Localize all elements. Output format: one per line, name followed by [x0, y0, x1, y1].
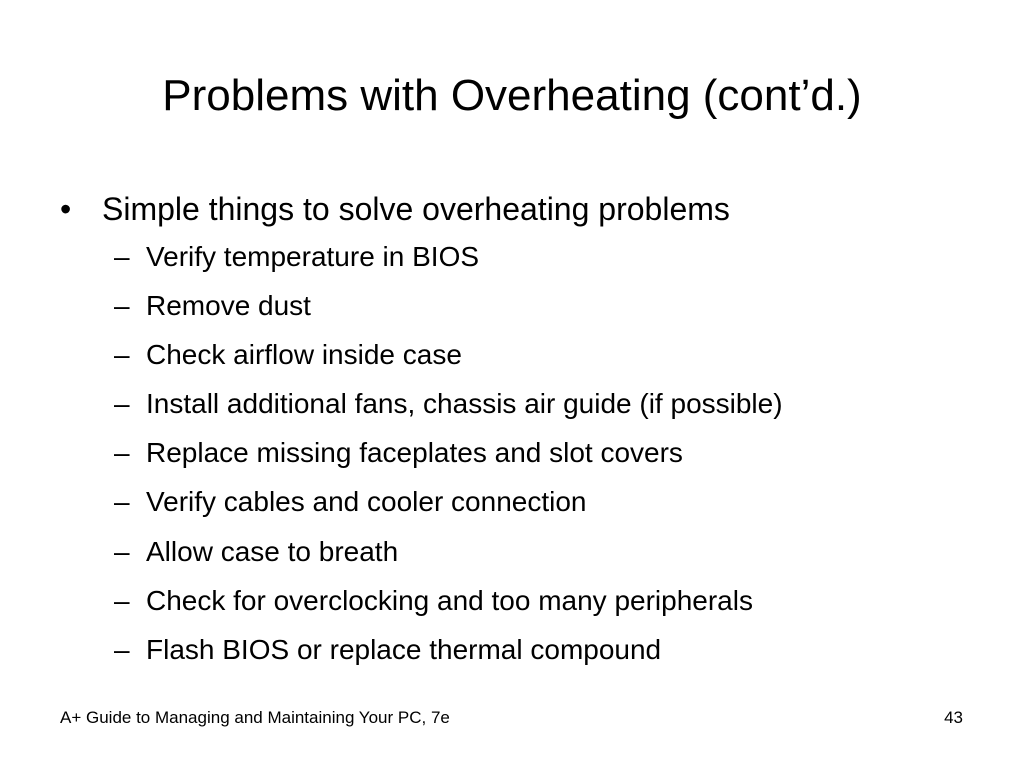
sub-bullet-text: Check airflow inside case — [146, 339, 462, 371]
dash-marker: – — [114, 584, 130, 616]
sub-bullet-text: Verify temperature in BIOS — [146, 241, 480, 272]
footer-book-title: A+ Guide to Managing and Maintaining Your PC, 7e — [60, 708, 450, 727]
main-bullet-text: Simple things to solve overheating problems — [102, 191, 730, 227]
sub-bullet-text: Replace missing faceplates and slot covers — [146, 437, 683, 469]
sub-bullet-item — [60, 330, 1000, 379]
bullet-marker: • — [60, 191, 72, 227]
sub-bullet-item — [60, 428, 1000, 477]
dash-marker: – — [114, 486, 130, 518]
sub-bullet-text: Flash BIOS or replace thermal compound — [146, 633, 662, 665]
sub-bullet-text: Allow case to breath — [146, 535, 399, 567]
slide-content — [60, 186, 1000, 674]
dash-marker: – — [114, 437, 130, 469]
sub-bullet-text: Check for overclocking and too many peripherals — [146, 584, 753, 616]
dash-marker: – — [114, 388, 130, 420]
sub-bullet-item — [60, 477, 1000, 526]
sub-bullet-item — [60, 232, 1000, 281]
footer-page-number: 43 — [944, 708, 963, 727]
sub-bullet-text: Install additional fans, chassis air guide (if possible) — [146, 388, 783, 420]
slide-title: Problems with Overheating (cont’d.) — [162, 71, 862, 120]
main-bullet — [60, 186, 1000, 232]
sub-bullet-item — [60, 625, 1000, 674]
sub-bullet-item — [60, 527, 1000, 576]
dash-marker: – — [114, 290, 130, 322]
dash-marker: – — [114, 339, 130, 371]
dash-marker: – — [114, 633, 130, 665]
sub-bullet-text: Remove dust — [146, 290, 311, 322]
sub-bullet-item — [60, 576, 1000, 625]
dash-marker: – — [114, 535, 130, 567]
sub-bullet-item — [60, 281, 1000, 330]
sub-bullet-list — [60, 232, 1000, 674]
sub-bullet-text: Verify cables and cooler connection — [146, 486, 587, 518]
dash-marker: – — [114, 241, 130, 272]
sub-bullet-item — [60, 379, 1000, 428]
